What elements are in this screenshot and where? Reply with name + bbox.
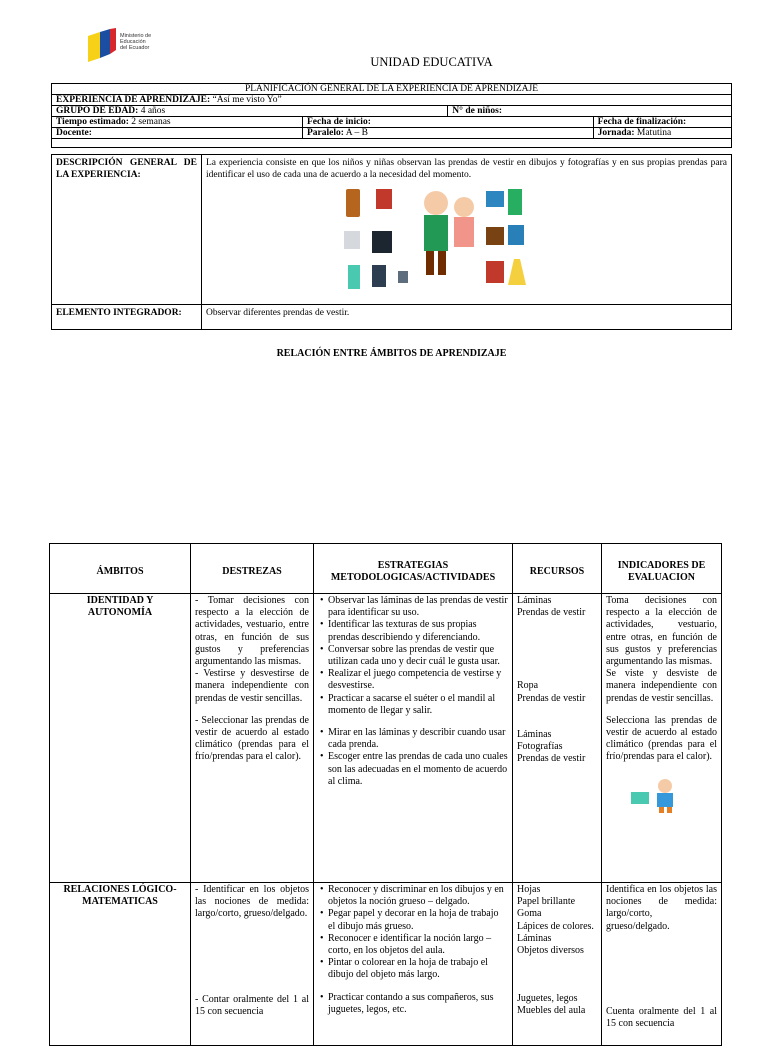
header-estrategias: ESTRATEGIAS METODOLOGICAS/ACTIVIDADES [314, 544, 513, 594]
header-ambitos: ÁMBITOS [50, 544, 191, 594]
descripcion-table [51, 154, 732, 330]
ambito-identidad: IDENTIDAD Y AUTONOMÍA [50, 594, 191, 883]
ambito-logico: RELACIONES LÓGICO-MATEMATICAS [50, 883, 191, 1046]
destrezas-cell: - Identificar en los objetos las nociones de medida: largo/corto, grueso/delgado. - Contar oralmente del 1 al 15 con secuencia [191, 883, 314, 1046]
paralelo-cell: Paralelo: A – B [303, 128, 594, 139]
estrategias-cell: • Observar las láminas de las prendas de vestir para identificar su uso. • Identificar las texturas de sus propias prendas describiendo y diferenciando. • Conversar sobre las prendas de vestir que utilizan cada uno y decir cuál le gusta usar. • Realizar el juego competencia de vestirse y desvestirse. • Practicar a sacarse el suéter o el mandil al momento de llegar y salir. • Mirar en las láminas y describir cuando usar cada prenda. • Escoger entre las prendas de cada uno cuales son las adecuadas en el momento de acuerdo al clima. [314, 594, 513, 883]
clothing-illustration [336, 185, 536, 297]
descripcion-label: DESCRIPCIÓN GENERAL DE LA EXPERIENCIA: [52, 155, 202, 305]
ambitos-table [49, 543, 722, 1046]
jornada-cell: Jornada: Matutina [593, 128, 731, 139]
ministry-logo-text: Ministerio de Educación del Ecuador [120, 33, 152, 51]
table-row [50, 594, 722, 883]
integrador-text: Observar diferentes prendas de vestir. [202, 305, 732, 330]
fecha-fin-cell: Fecha de finalización: [593, 117, 731, 128]
header-table [51, 83, 732, 148]
docente-cell: Docente: [52, 128, 303, 139]
planificacion-title: PLANIFICACIÓN GENERAL DE LA EXPERIENCIA DE APRENDIZAJE [52, 84, 732, 95]
header-recursos: RECURSOS [513, 544, 602, 594]
indicadores-cell: Toma decisiones con respecto a la elección de actividades, vestuario, entre otras, en función de sus gustos y preferencias argumentando las mismas. Se viste y desviste de manera independiente con prendas de vestir sencillas. Selecciona las prendas de vestir de acuerdo al estado climático (prendas para el frío/prendas para el calor). [602, 594, 722, 883]
document-title: UNIDAD EDUCATIVA [370, 55, 493, 69]
child-clothes-icon [627, 778, 697, 814]
grupo-edad-cell: GRUPO DE EDAD: 4 años [52, 106, 448, 117]
estrategias-cell: • Reconocer y discriminar en los dibujos y en objetos la noción grueso – delgado. • Pegar papel y decorar en la hoja de trabajo el dibujo más grueso. • Reconocer e identificar la noción largo – corto, en los objetos del aula. • Pintar o colorear en la hoja de trabajo el dibujo del objeto más largo. • Practicar contando a sus compañeros, sus juguetes, legos, etc. [314, 883, 513, 1046]
header-indicadores: INDICADORES DE EVALUACION [602, 544, 722, 594]
numero-ninos-cell: N° de niños: [448, 106, 732, 117]
indicadores-cell: Identifica en los objetos las nociones de medida: largo/corto, grueso/delgado. Cuenta oralmente del 1 al 15 con secuencia [602, 883, 722, 1046]
descripcion-text: La experiencia consiste en que los niños y niñas observan las prendas de vestir en dibujos y fotografías y en sus propias prendas para identificar el uso de cada una de acuerdo a la necesidad del momento. [206, 158, 727, 180]
destrezas-cell: - Tomar decisiones con respecto a la elección de actividades, vestuario, entre otras, en función de sus gustos y preferencias argumentando las mismas. - Vestirse y desvestirse de manera independiente con prendas de vestir sencillas. - Seleccionar las prendas de vestir de acuerdo al estado climático (prendas para el frío/prendas para el calor). [191, 594, 314, 883]
recursos-cell: Láminas Prendas de vestir Ropa Prendas de vestir Láminas Fotografías Prendas de vestir [513, 594, 602, 883]
experiencia-row: EXPERIENCIA DE APRENDIZAJE: “Así me visto Yo” [52, 95, 732, 106]
recursos-cell: Hojas Papel brillante Goma Lápices de colores. Láminas Objetos diversos Juguetes, legos Muebles del aula [513, 883, 602, 1046]
header-destrezas: DESTREZAS [191, 544, 314, 594]
integrador-label: ELEMENTO INTEGRADOR: [52, 305, 202, 330]
fecha-inicio-cell: Fecha de inicio: [303, 117, 594, 128]
tiempo-cell: Tiempo estimado: 2 semanas [52, 117, 303, 128]
descripcion-cell [202, 155, 732, 305]
table-row [50, 883, 722, 1046]
relacion-title: RELACIÓN ENTRE ÁMBITOS DE APRENDIZAJE [276, 348, 507, 359]
